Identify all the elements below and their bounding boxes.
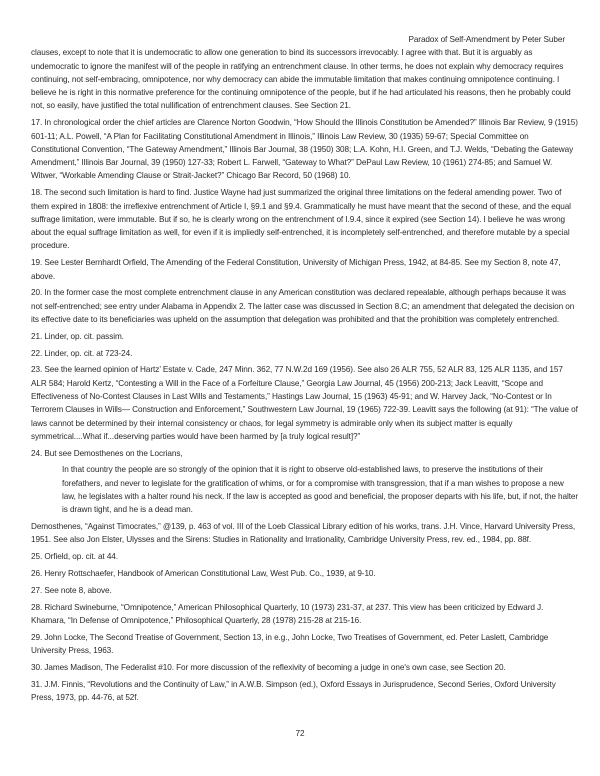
endnote-17: 17. In chronological order the chief articles are Clarence Norton Goodwin, “How Should the Illinois Constitution be Amended?” Illinois Bar Review, 9 (1915) 601-11; A.L. Powell, “A Plan for Facilitating Constitutional Amendment in Illinois,” Illinois Law Review, 30 (1935) 59-67; Special Committee on Constitutional Convention, “The Gateway Amendment,” Illinois Bar Journal, 38 (1950) 308; L.A. Kohn, H.I. Green, and T.J. Welds, “Debating the Gateway Amendment,” Illinois Bar Journal, 39 (1950) 127-33; Robert L. Farwell, “Gateway to What?” DePaul Law Review, 10 (1961) 274-85; and Samuel W. Witwer, “Workable Amending Clause or Strait-Jacket?” Chicago Bar Record, 50 (1968) 10. [31, 118, 578, 181]
endnote-26: 26. Henry Rottschaefer, Handbook of American Constitutional Law, West Pub. Co., 1939, at 9-10. [31, 568, 376, 578]
block-quote-demosthenes: In that country the people are so strongly of the opinion that it is right to observe old-established laws, to preserve the institutions of their forefathers, and never to legislate for the gratification of whims, or for a compromise with transgression, that if a man wishes to propose a new law, he legislates with a halter round his neck. If the law is accepted as good and beneficial, the proposer departs with his life, but, if not, the halter is drawn tight, and he is a dead man. [62, 465, 579, 515]
quote-attribution: Demosthenes, “Against Timocrates,” @139, p. 463 of vol. III of the Loeb Classical Library edition of his works, trans. J.H. Vince, Harvard University Press, 1951. See also Jon Elster, Ulysses and the Sirens: Studies in Rationality and Irrationality, Cambridge University Press, rev. ed., 1984, pp. 88f. [31, 522, 576, 545]
endnote-31: 31. J.M. Finnis, “Revolutions and the Continuity of Law,” in A.W.B. Simpson (ed.), Oxford Essays in Jurisprudence, Second Series, Oxford University Press, 1973, pp. 44-76, at 52f. [31, 679, 556, 702]
endnote-21: 21. Linder, op. cit. passim. [31, 331, 124, 341]
endnote-18: 18. The second such limitation is hard to find. Justice Wayne had just summarized the original three limitations on the federal amending power. Two of them expired in 1808: the irreflexive entrenchment of Article I, §9.1 and §9.4. Grammatically he must have meant that the second of these, and the equal suffrage limitation, were immutable. But if so, he is clearly wrong on the entrenchment of I.9.4, since it expired (see Section 14). I believe he was wrong about the equal suffrage limitation as well, for even if it is impliedly self-entrenched, it is incompletely self-entrenched, and therefore mutable by a special procedure. [31, 188, 571, 251]
endnote-29: 29. John Locke, The Second Treatise of Government, Section 13, in e.g., John Locke, Two Treatises of Government, ed. Peter Laslett, Cambridge University Press, 1963. [31, 632, 549, 655]
endnote-28: 28. Richard Swineburne, “Omnipotence,” American Philosophical Quarterly, 10 (1973) 231-37, at 237. This view has been criticized by Edward J. Khamara, “In Defense of Omnipotence,” Philosophical Quarterly, 28 (1978) 215-28 at 215-16. [31, 602, 544, 625]
endnote-22: 22. Linder, op. cit. at 723-24. [31, 348, 133, 358]
document-page [31, 33, 579, 708]
endnote-25: 25. Orfield, op. cit. at 44. [31, 552, 118, 562]
body-paragraph-continued: clauses, except to note that it is undemocratic to allow one generation to bind its successors irrevocably. I agree with that. But it is arguably as undemocratic to ignore the manifest will of the people in ratifying an entrenchment clause. In other terms, he does not explain why democracy requires continuing, not self-embracing, omnipotence, nor why democracy can abide the immutable limitation that makes continuing omnipotence continuing. I believe he is right in this normative preference for the continuing omnipotence of the people, but if he had articulated his reasons, then he probably could not, so easily, have justified the total nullification of entrenchment clauses. See Section 21. [31, 48, 571, 111]
endnote-27: 27. See note 8, above. [31, 585, 112, 595]
page-number: 72 [295, 729, 305, 738]
running-header-title: Paradox of Self-Amendment by Peter Suber [408, 35, 565, 44]
endnote-30: 30. James Madison, The Federalist #10. For more discussion of the reflexivity of becoming a judge in one's own case, see Section 20. [31, 662, 506, 672]
endnote-23: 23. See the learned opinion of Hartz’ Estate v. Cade, 247 Minn. 362, 77 N.W.2d 169 (1956). See also 26 ALR 755, 52 ALR 83, 125 ALR 1135, and 157 ALR 584; Harold Kertz, “Contesting a Will in the Face of a Forfeiture Clause,” Georgia Law Journal, 45 (1956) 200-213; Jack Leavitt, “Scope and Effectiveness of No-Contest Clauses in Last Wills and Testaments,” Hastings Law Journal, 15 (1963) 45-91; and W. Harvey Jack, “No-Contest or In Terrorem Clauses in Wills— Construction and Enforcement,” Southwestern Law Journal, 19 (1965) 722-39. Leavitt says the following (at 91): “The value of laws cannot be determined by their internal consistency or chaos, for legal symmetry is admirable only when its subject matter is equally symmetrical....What if...deserving parties would have been harmed by [a truly logical result]?” [31, 365, 578, 441]
endnote-20: 20. In the former case the most complete entrenchment clause in any American constitution was declared repealable, although perhaps because it was not self-entrenched; see entry under Alabama in Appendix 2. The latter case was discussed in Section 8.C; an amendment that delegated the decision on its effective date to its beneficiaries was upheld on the assumption that delegation was prohibited and that the prohibition was completely entrenched. [31, 288, 575, 324]
endnote-19: 19. See Lester Bernhardt Orfield, The Amending of the Federal Constitution, University of Michigan Press, 1942, at 84-85. See my Section 8, note 47, above. [31, 258, 561, 281]
endnote-24-intro: 24. But see Demosthenes on the Locrians, [31, 448, 183, 458]
